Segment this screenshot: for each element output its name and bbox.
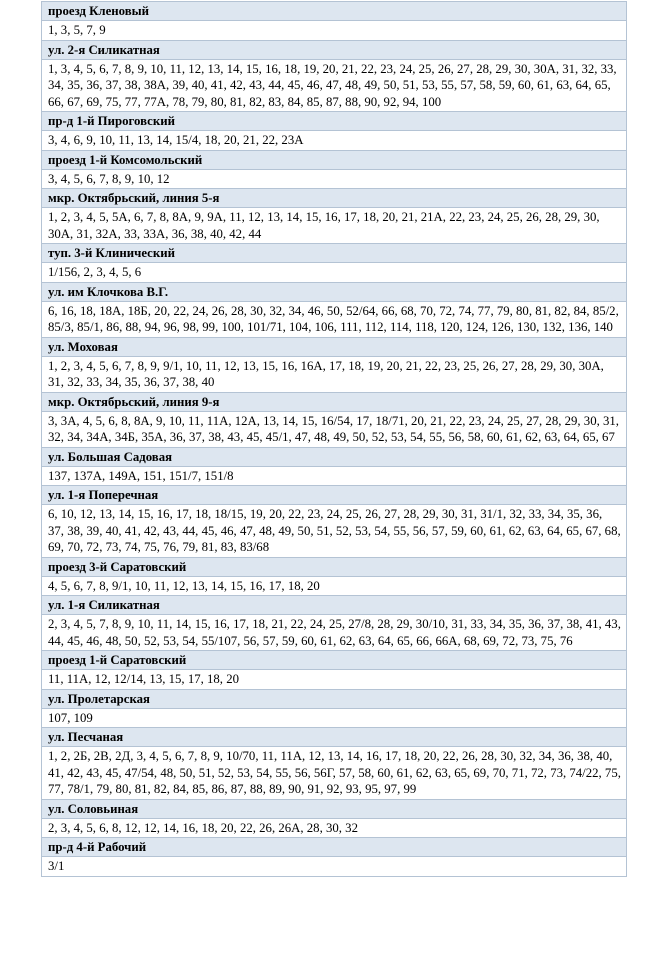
house-numbers-row: 2, 3, 4, 5, 7, 8, 9, 10, 11, 14, 15, 16, 17, 18, 21, 22, 24, 25, 27/8, 28, 29, 30/10, 31, 33, 34, 35, 36, 37, 38, 41, 43, 44, 45, 46, 48, 50, 52, 53, 54, 55/107, 56, 57, 59, 60, 61, 62, 63, 64, 65, 66, 66А, 68, 69, 72, 73, 75, 76: [41, 615, 627, 651]
street-name-row: ул. 1-я Поперечная: [41, 486, 627, 505]
street-name-row: проезд Кленовый: [41, 2, 627, 21]
street-name-row: ул. Песчаная: [41, 728, 627, 747]
house-numbers-row: 2, 3, 4, 5, 6, 8, 12, 12, 14, 16, 18, 20, 22, 26, 26А, 28, 30, 32: [41, 819, 627, 839]
street-name-row: пр-д 1-й Пироговский: [41, 112, 627, 131]
house-numbers-row: 1, 2, 3, 4, 5, 6, 7, 8, 9, 9/1, 10, 11, 12, 13, 15, 16, 16А, 17, 18, 19, 20, 21, 22, 23, 25, 26, 27, 28, 29, 30, 30А, 31, 32, 33, 34, 35, 36, 37, 38, 40: [41, 357, 627, 393]
street-name-row: проезд 1-й Комсомольский: [41, 151, 627, 170]
house-numbers-row: 3, 3А, 4, 5, 6, 8, 8А, 9, 10, 11, 11А, 12А, 13, 14, 15, 16/54, 17, 18/71, 20, 21, 22, 23, 24, 25, 27, 28, 29, 30, 31, 32, 34, 34А, 34Б, 35А, 36, 37, 38, 43, 45, 45/1, 47, 48, 49, 50, 52, 53, 54, 55, 56, 58, 60, 61, 62, 63, 64, 65, 67: [41, 412, 627, 448]
house-numbers-row: 11, 11А, 12, 12/14, 13, 15, 17, 18, 20: [41, 670, 627, 690]
house-numbers-row: 3, 4, 5, 6, 7, 8, 9, 10, 12: [41, 170, 627, 190]
street-name-row: ул. Соловьиная: [41, 800, 627, 819]
street-name-row: мкр. Октябрьский, линия 5-я: [41, 189, 627, 208]
house-numbers-row: 137, 137А, 149А, 151, 151/7, 151/8: [41, 467, 627, 487]
house-numbers-row: 3/1: [41, 857, 627, 877]
house-numbers-row: 1, 3, 4, 5, 6, 7, 8, 9, 10, 11, 12, 13, 14, 15, 16, 18, 19, 20, 21, 22, 23, 24, 25, 26, 27, 28, 29, 30, 30А, 31, 32, 33, 34, 35, 36, 37, 38, 38А, 39, 40, 41, 42, 43, 44, 45, 46, 47, 48, 49, 50, 51, 53, 55, 57, 58, 59, 60, 61, 63, 64, 65, 66, 67, 69, 75, 77, 77А, 78, 79, 80, 81, 82, 83, 84, 85, 87, 88, 90, 92, 94, 100: [41, 60, 627, 113]
street-name-row: ул. им Клочкова В.Г.: [41, 283, 627, 302]
house-numbers-row: 4, 5, 6, 7, 8, 9/1, 10, 11, 12, 13, 14, 15, 16, 17, 18, 20: [41, 577, 627, 597]
house-numbers-row: 6, 10, 12, 13, 14, 15, 16, 17, 18, 18/15, 19, 20, 22, 23, 24, 25, 26, 27, 28, 29, 30, 31, 31/1, 32, 33, 34, 35, 36, 37, 38, 39, 40, 41, 42, 43, 44, 45, 46, 47, 48, 49, 50, 51, 52, 53, 54, 55, 56, 57, 59, 60, 61, 62, 63, 64, 65, 67, 68, 69, 70, 72, 73, 74, 75, 76, 79, 81, 83, 83/68: [41, 505, 627, 558]
house-numbers-row: 1/156, 2, 3, 4, 5, 6: [41, 263, 627, 283]
street-name-row: ул. 1-я Силикатная: [41, 596, 627, 615]
house-numbers-row: 1, 2, 3, 4, 5, 5А, 6, 7, 8, 8А, 9, 9А, 11, 12, 13, 14, 15, 16, 17, 18, 20, 21, 21А, 22, 23, 24, 25, 26, 28, 29, 30, 30А, 31, 32А, 33, 33А, 36, 38, 40, 42, 44: [41, 208, 627, 244]
house-numbers-row: 6, 16, 18, 18А, 18Б, 20, 22, 24, 26, 28, 30, 32, 34, 46, 50, 52/64, 66, 68, 70, 72, 74, 77, 79, 80, 81, 82, 84, 85/2, 85/3, 85/1, 86, 88, 94, 96, 98, 99, 100, 101/71, 104, 106, 111, 112, 114, 118, 120, 124, 126, 130, 132, 136, 140: [41, 302, 627, 338]
street-name-row: проезд 1-й Саратовский: [41, 651, 627, 670]
street-name-row: проезд 3-й Саратовский: [41, 558, 627, 577]
house-numbers-row: 1, 2, 2Б, 2В, 2Д, 3, 4, 5, 6, 7, 8, 9, 10/70, 11, 11А, 12, 13, 14, 16, 17, 18, 20, 22, 26, 28, 30, 32, 34, 36, 38, 40, 41, 42, 43, 45, 47/54, 48, 50, 51, 52, 53, 54, 55, 56, 56Г, 57, 58, 60, 61, 62, 63, 65, 69, 70, 71, 72, 73, 74/22, 75, 77, 78/1, 79, 80, 81, 82, 84, 85, 86, 87, 88, 89, 90, 91, 92, 93, 95, 97, 99: [41, 747, 627, 800]
street-name-row: ул. 2-я Силикатная: [41, 41, 627, 60]
street-name-row: ул. Пролетарская: [41, 690, 627, 709]
house-numbers-row: 107, 109: [41, 709, 627, 729]
house-numbers-row: 1, 3, 5, 7, 9: [41, 21, 627, 41]
street-name-row: пр-д 4-й Рабочий: [41, 838, 627, 857]
house-numbers-row: 3, 4, 6, 9, 10, 11, 13, 14, 15/4, 18, 20, 21, 22, 23А: [41, 131, 627, 151]
street-name-row: ул. Большая Садовая: [41, 448, 627, 467]
street-name-row: ул. Моховая: [41, 338, 627, 357]
street-name-row: туп. 3-й Клинический: [41, 244, 627, 263]
street-name-row: мкр. Октябрьский, линия 9-я: [41, 393, 627, 412]
address-list-page: [41, 1, 627, 877]
address-table: [41, 1, 627, 877]
